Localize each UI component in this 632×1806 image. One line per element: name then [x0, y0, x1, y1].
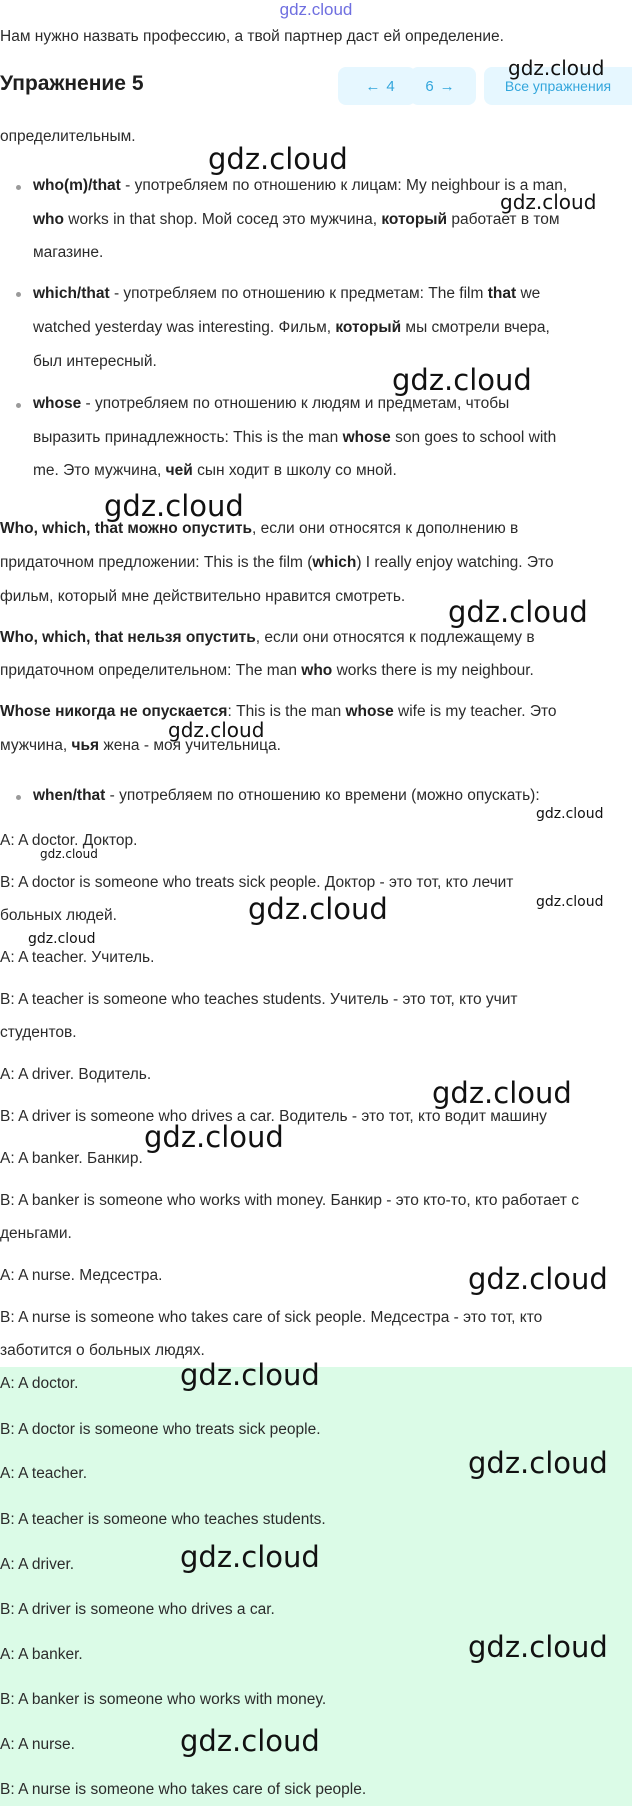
rule-text: , если они относятся к подлежащему в [255, 629, 535, 646]
answer-line: A: A doctor. [0, 1375, 79, 1392]
arrow-left-icon: ← [365, 77, 381, 95]
rule-text: работает в том [447, 211, 560, 228]
rule-text: - употребляем по отношению к предметам: The film [109, 285, 488, 302]
watermark: gdz.cloud [500, 190, 597, 214]
next-exercise-label: 6 [425, 77, 434, 95]
rule-which-line2 [33, 318, 550, 338]
dialogue-line: B: A teacher is someone who teaches students. Учитель - это тот, кто учит [0, 991, 518, 1008]
rule-text: мужчина, [0, 737, 72, 754]
rule-text: watched yesterday was interesting. Фильм, [33, 319, 336, 336]
watermark: gdz.cloud [248, 892, 388, 926]
watermark: gdz.cloud [40, 847, 98, 861]
rule-term: whose [33, 395, 82, 412]
watermark: gdz.cloud [392, 363, 532, 397]
watermark: gdz.cloud [104, 489, 244, 523]
rule-text: works in that shop. Мой сосед это мужчина, [64, 211, 382, 228]
rule-whose-line1 [33, 394, 509, 414]
rule-when-line [33, 786, 540, 806]
rule-text: ) I really enjoy watching. Это [356, 554, 554, 571]
watermark: gdz.cloud [468, 1630, 608, 1664]
rule-term: who(m)/that [33, 177, 121, 194]
no-omit-rule-line1 [0, 628, 535, 648]
answer-line: B: A driver is someone who drives a car. [0, 1601, 275, 1618]
rule-text: me. Это мужчина, [33, 462, 166, 479]
watermark: gdz.cloud [168, 718, 265, 742]
watermark: gdz.cloud [508, 56, 605, 80]
rule-keyword: чей [165, 462, 193, 479]
rule-text: works there is my neighbour. [332, 662, 534, 679]
rule-text: , если они относятся к дополнению в [252, 520, 519, 537]
watermark: gdz.cloud [468, 1262, 608, 1296]
watermark: gdz.cloud [432, 1076, 572, 1110]
bullet-dot [16, 185, 21, 190]
dialogue-line: заботится о больных людях. [0, 1342, 205, 1359]
dialogue-line: A: A teacher. Учитель. [0, 949, 155, 966]
watermark: gdz.cloud [536, 806, 604, 822]
rule-term: which/that [33, 285, 110, 302]
watermark: gdz.cloud [536, 894, 604, 910]
rule-text: son goes to school with [390, 429, 557, 446]
answer-line: B: A nurse is someone who takes care of sick people. [0, 1781, 367, 1798]
rule-whose-line2 [33, 428, 556, 448]
answer-line: A: A teacher. [0, 1465, 88, 1482]
answer-line: B: A doctor is someone who treats sick people. [0, 1421, 321, 1438]
watermark: gdz.cloud [208, 142, 348, 176]
rule-text: сын ходит в школу со мной. [192, 462, 397, 479]
rule-keyword: which [312, 554, 357, 571]
dialogue-line: B: A banker is someone who works with money. Банкир - это кто-то, кто работает с [0, 1192, 579, 1209]
omit-rule-line1 [0, 519, 518, 539]
rule-text: - употребляем по отношению к лицам: My neighbour is a man, [120, 177, 568, 194]
answer-line: A: A driver. [0, 1556, 75, 1573]
watermark: gdz.cloud [468, 1446, 608, 1480]
watermark: gdz.cloud [28, 931, 96, 947]
rule-text: выразить принадлежность: This is the man [33, 429, 343, 446]
rule-keyword: Who, which, that можно опустить [0, 520, 253, 537]
rule-text: жена - моя учительница. [99, 737, 281, 754]
dialogue-line: A: A driver. Водитель. [0, 1066, 152, 1083]
all-exercises-label: Все упражнения [504, 78, 612, 94]
whose-rule-line1 [0, 702, 557, 722]
watermark: gdz.cloud [448, 595, 588, 629]
watermark: gdz.cloud [180, 1540, 320, 1574]
no-omit-rule-line2 [0, 661, 534, 681]
bullet-dot [16, 403, 21, 408]
rule-keyword: who [301, 662, 333, 679]
rule-keyword: whose [342, 429, 391, 446]
rule-who-line1 [33, 176, 567, 196]
dialogue-line: A: A doctor. Доктор. [0, 832, 138, 849]
rule-keyword: который [335, 319, 402, 336]
dialogue-line: A: A banker. Банкир. [0, 1150, 143, 1167]
page-title: Упражнение 5 [0, 72, 144, 95]
rule-text: wife is my teacher. Это [393, 703, 557, 720]
rule-text: мы смотрели вчера, [401, 319, 550, 336]
dialogue-line: B: A nurse is someone who takes care of sick people. Медсестра - это тот, кто [0, 1309, 543, 1326]
rule-keyword: whose [345, 703, 394, 720]
rule-which-line1 [33, 284, 540, 304]
omit-rule-line2 [0, 553, 554, 573]
prev-exercise-label: 4 [386, 77, 395, 95]
watermark: gdz.cloud [180, 1724, 320, 1758]
omit-rule-line3: фильм, который мне действительно нравится смотреть. [0, 588, 406, 605]
rule-text: - употребляем по отношению к людям и предметам, чтобы [81, 395, 510, 412]
arrow-right-icon: → [439, 77, 455, 95]
rule-term: when/that [33, 787, 106, 804]
dialogue-line: B: A driver is someone who drives a car. Водитель - это тот, кто водит машину [0, 1108, 547, 1125]
rule-who-line2 [33, 210, 560, 230]
site-logo[interactable]: gdz.cloud [279, 0, 353, 19]
dialogue-line: больных людей. [0, 907, 117, 924]
watermark: gdz.cloud [144, 1120, 284, 1154]
rule-text: - употребляем по отношению ко времени (можно опускать): [105, 787, 540, 804]
watermark: gdz.cloud [180, 1358, 320, 1392]
dialogue-line: B: A doctor is someone who treats sick people. Доктор - это тот, кто лечит [0, 874, 514, 891]
intro-tail: определительным. [0, 128, 136, 145]
rule-which-line3: был интересный. [33, 353, 157, 370]
rule-text: придаточном определительном: The man [0, 662, 302, 679]
prev-exercise-button[interactable] [338, 67, 416, 105]
rule-keyword: который [381, 211, 448, 228]
rule-text: we [516, 285, 541, 302]
answer-line: B: A banker is someone who works with money. [0, 1691, 327, 1708]
answer-line: A: A nurse. [0, 1736, 75, 1753]
dialogue-line: деньгами. [0, 1225, 72, 1242]
rule-who-line3: магазине. [33, 244, 104, 261]
dialogue-line: A: A nurse. Медсестра. [0, 1267, 163, 1284]
rule-text: придаточном предложении: This is the film ( [0, 554, 313, 571]
answer-line: B: A teacher is someone who teaches students. [0, 1511, 326, 1528]
bullet-dot [16, 795, 21, 800]
rule-keyword: who [33, 211, 64, 228]
next-exercise-button[interactable] [410, 67, 476, 105]
rule-whose-line3 [33, 461, 397, 481]
rule-keyword: that [487, 285, 517, 302]
answer-line: A: A banker. [0, 1646, 83, 1663]
rule-text: : This is the man [227, 703, 346, 720]
dialogue-line: студентов. [0, 1024, 77, 1041]
rule-keyword: Who, which, that нельзя опустить [0, 629, 256, 646]
task-instruction: Нам нужно назвать профессию, а твой партнер даст ей определение. [0, 28, 504, 45]
bullet-dot [16, 292, 21, 297]
rule-keyword: Whose никогда не опускается [0, 703, 228, 720]
rule-keyword: чья [71, 737, 100, 754]
